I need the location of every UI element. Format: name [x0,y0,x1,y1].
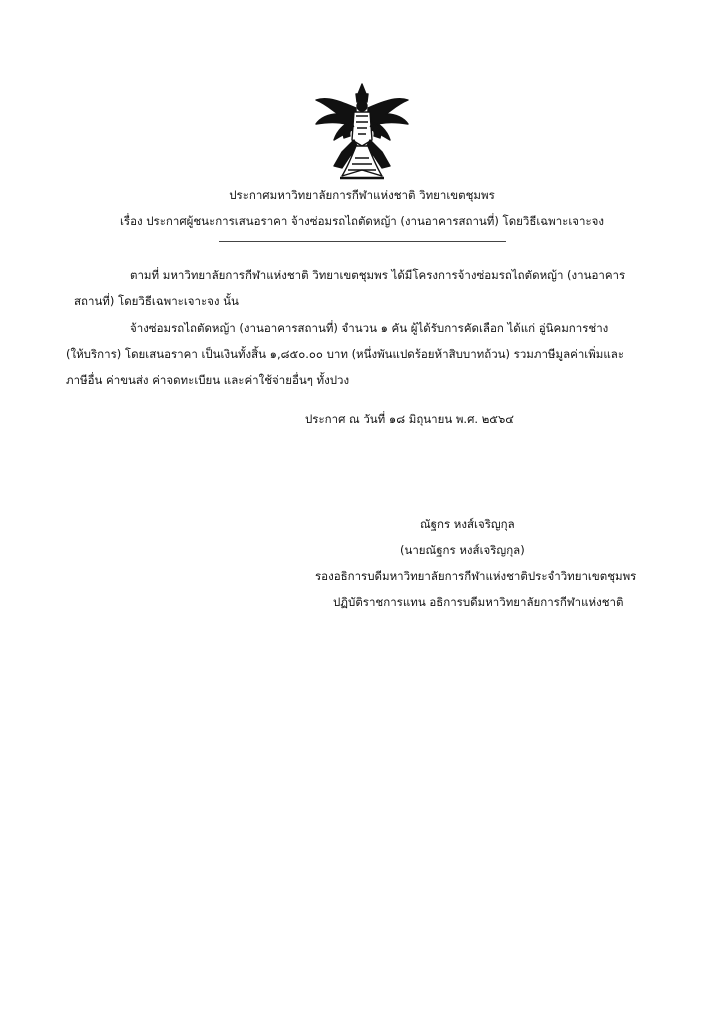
paragraph-2-line-2: (ให้บริการ) โดยเสนอราคา เป็นเงินทั้งสิ้น ๑,๘๕๐.๐๐ บาท (หนึ่งพันแปดร้อยห้าสิบบาทถ้วน) รวมภาษีมูลค่าเพิ่มและ [66,347,625,361]
garuda-emblem-icon [311,82,413,182]
paragraph-1-line-2: สถานที่) โดยวิธีเฉพาะเจาะจง นั้น [74,294,239,308]
announcement-subject: เรื่อง ประกาศผู้ชนะการเสนอราคา จ้างซ่อมรถไถตัดหญ้า (งานอาคารสถานที่) โดยวิธีเฉพาะเจาะจง [119,214,605,228]
announcement-date: ประกาศ ณ วันที่ ๑๘ มิถุนายน พ.ศ. ๒๕๖๔ [305,412,514,426]
paragraph-2-line-1: จ้างซ่อมรถไถตัดหญ้า (งานอาคารสถานที่) จำนวน ๑ คัน ผู้ได้รับการคัดเลือก ได้แก่ อู่นิคมการช่าง [130,321,609,335]
paragraph-2-line-3: ภาษีอื่น ค่าขนส่ง ค่าจดทะเบียน และค่าใช้จ่ายอื่นๆ ทั้งปวง [66,373,350,387]
title-divider [219,241,506,242]
signatory-acting-position: ปฏิบัติราชการแทน อธิการบดีมหาวิทยาลัยการกีฬาแห่งชาติ [333,595,624,609]
announcement-title: ประกาศมหาวิทยาลัยการกีฬาแห่งชาติ วิทยาเขตชุมพร [229,188,495,202]
signatory-name: ณัฐกร หงส์เจริญกุล [420,517,515,531]
paragraph-1-line-1: ตามที่ มหาวิทยาลัยการกีฬาแห่งชาติ วิทยาเขตชุมพร ได้มีโครงการจ้างซ่อมรถไถตัดหญ้า (งานอาคาร [130,268,626,282]
signatory-full-name: (นายณัฐกร หงส์เจริญกุล) [400,543,525,557]
signatory-position: รองอธิการบดีมหาวิทยาลัยการกีฬาแห่งชาติประจำวิทยาเขตชุมพร [315,569,637,583]
